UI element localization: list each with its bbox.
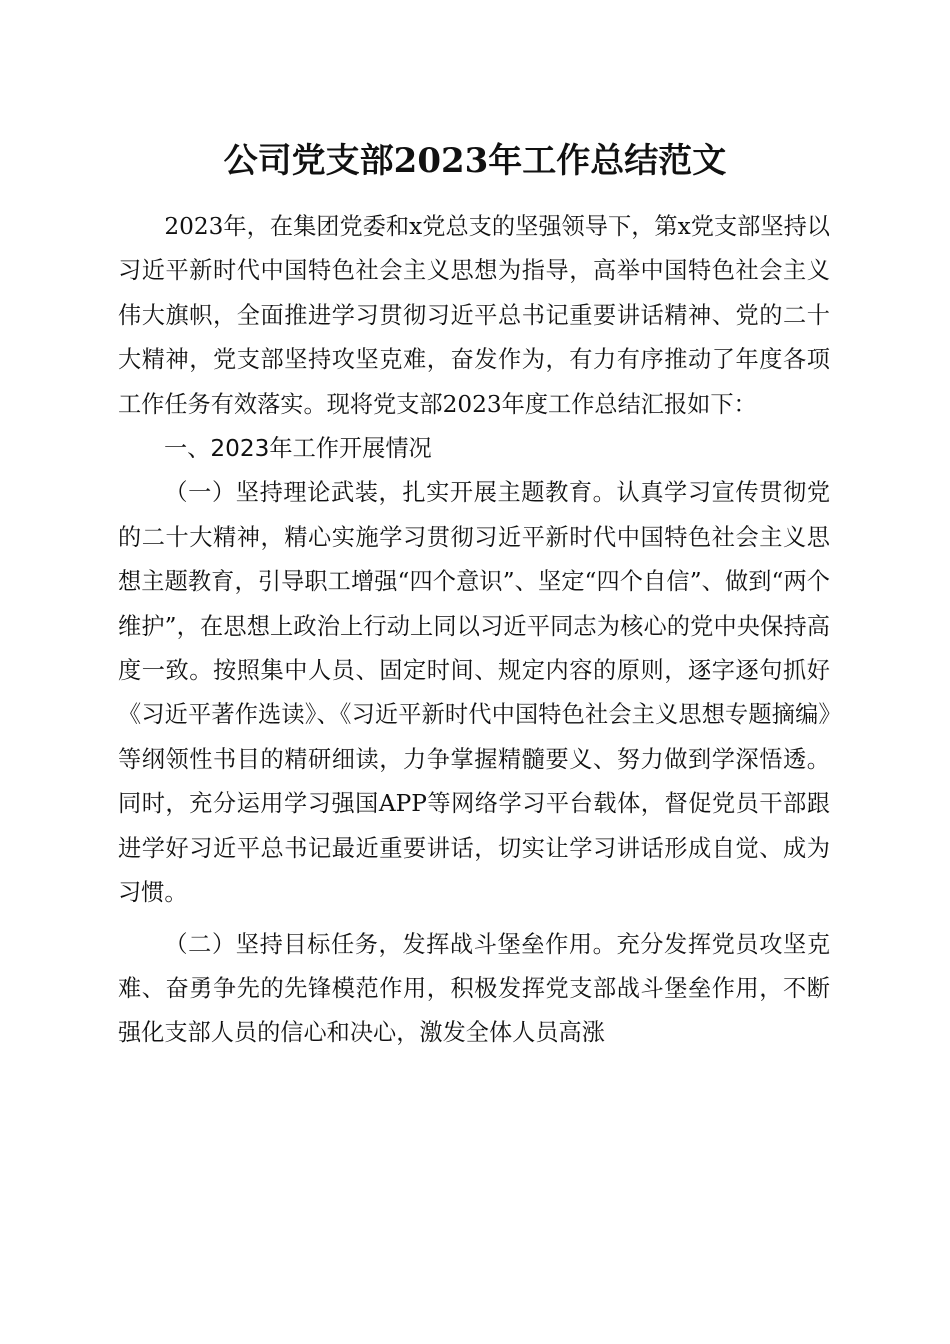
- document-body: [118, 205, 830, 1056]
- section-item-1-text: 认真学习宣传贯彻党的二十大精神，精心实施学习贯彻习近平新时代中国特色社会主义思想主题教育，引导职工增强“四个意识”、坚定“四个自信”、做到“两个维护”，在思想上政治上行动上同以习近平同志为核心的党中央保持高度一致。按照集中人员、固定时间、规定内容的原则，逐字逐句抓好《习近平著作选读》、《习近平新时代中国特色社会主义思想专题摘编》等纲领性书目的精研细读，力争掌握精髓要义、努力做到学深悟透。同时，充分运用学习强国APP等网络学习平台载体，督促党员干部跟进学好习近平总书记最近重要讲话，切实让学习讲话形成自觉、成为习惯。: [118, 479, 831, 907]
- section-heading: 一、2023年工作开展情况: [164, 435, 432, 463]
- section-item-2-text: 充分发挥党员攻坚克难、奋勇争先的先锋模范作用，积极发挥党支部战斗堡垒作用，不断强化支部人员的信心和决心，激发全体人员高涨: [118, 930, 831, 1047]
- document-title: 公司党支部2023年工作总结范文: [223, 141, 727, 181]
- section-item-2: [118, 923, 830, 1056]
- section-item-1-lead: （一）坚持理论武装，扎实开展主题教育。: [164, 479, 617, 507]
- section-item-1: [118, 471, 830, 915]
- intro-paragraph: 2023年，在集团党委和x党总支的坚强领导下，第x党支部坚持以习近平新时代中国特色社会主义思想为指导，高举中国特色社会主义伟大旗帜，全面推进学习贯彻习近平总书记重要讲话精神、党的二十大精神，党支部坚持攻坚克难，奋发作为，有力有序推动了年度各项工作任务有效落实。现将党支部2023年度工作总结汇报如下：: [118, 213, 830, 418]
- section-item-2-lead: （二）坚持目标任务，发挥战斗堡垒作用。: [164, 930, 617, 958]
